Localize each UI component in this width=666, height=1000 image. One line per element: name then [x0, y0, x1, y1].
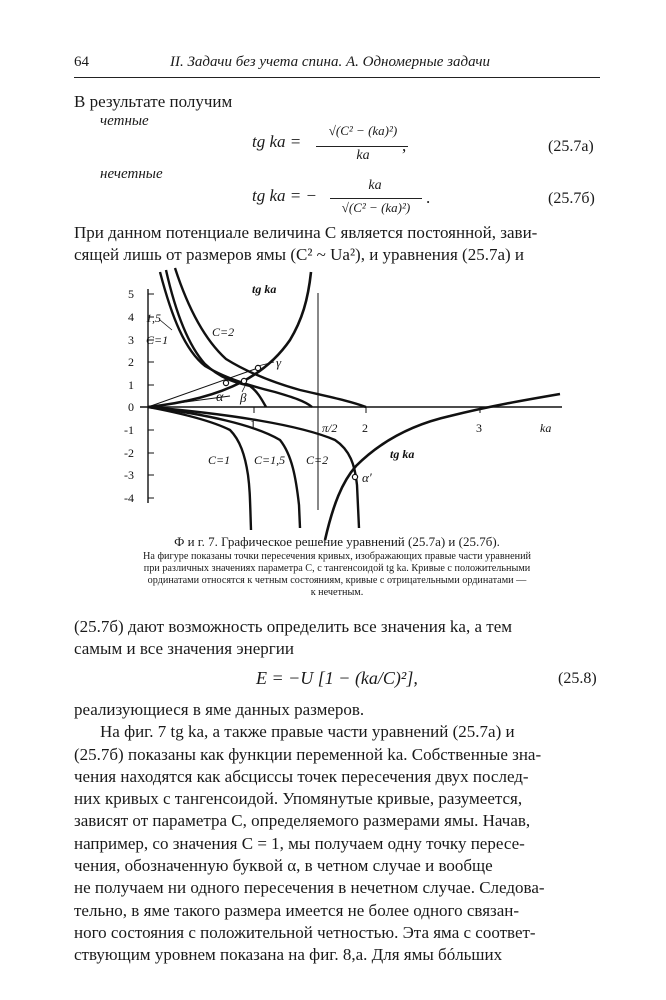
y-tick-label: 1 — [128, 378, 134, 392]
paragraph-3-line: них кривых с тангенсоидой. Упомянутые кривые, разумеется, — [74, 789, 523, 809]
x-ticks — [254, 407, 480, 413]
x-tick-labels — [322, 421, 551, 435]
odd-label: нечетные — [100, 166, 163, 182]
eq-b-numerator: ka — [368, 178, 382, 193]
eq-a-numerator: √(C² − (ka)²) — [328, 123, 398, 138]
eq-a-number: (25.7а) — [548, 138, 594, 155]
paragraph-3-line: зависят от параметра C, определяемого размерами ямы. Начав, — [74, 811, 531, 831]
y-tick-label: -1 — [124, 423, 134, 437]
caption-line: ординатами относятся к четным состояниям, кривые с отрицательными ординатами — — [147, 575, 527, 586]
equation-25-8: E = −U [1 − (ka/C)²], — [256, 668, 418, 688]
y-tick-label: 2 — [128, 355, 134, 369]
c15-label-top: 1,5 — [146, 311, 161, 325]
eq-a-denominator: ka — [356, 148, 370, 163]
paragraph-3-line: ствующим уровнем показана на фиг. 8,a. Для ямы бóльших — [74, 945, 503, 965]
eq-b-lhs: tg ka = − — [252, 186, 317, 205]
x-tick-label: π/2 — [322, 421, 338, 435]
paragraph-3-line: не получаем ни одного пересечения в нечетном случае. Следова- — [74, 878, 545, 898]
eq-b-denominator: √(C² − (ka)²) — [341, 200, 411, 215]
x-tick-label: 3 — [476, 421, 482, 435]
alpha-point — [223, 380, 228, 385]
c15-label-bottom: C=1,5 — [254, 453, 286, 467]
c2-label-bottom: C=2 — [306, 453, 329, 467]
paragraph-2-line: (25.7б) дают возможность определить все значения ka, а тем — [74, 617, 512, 636]
x-tick-label: 2 — [362, 421, 368, 435]
y-tick-label: 5 — [128, 287, 134, 301]
y-tick-label: 0 — [128, 400, 134, 414]
even-label: четные — [100, 113, 149, 129]
tan-label-top: tg ka — [252, 282, 277, 296]
paragraph-3-line: (25.7б) показаны как функции переменной ka. Собственные зна- — [74, 744, 542, 764]
eq-b-trail: . — [426, 188, 431, 207]
eq-a-lhs: tg ka = — [252, 132, 302, 151]
paragraph-1-line: При данном потенциале величина C является постоянной, зави- — [74, 223, 538, 242]
figure-caption-body — [74, 551, 600, 599]
paragraph-3 — [74, 699, 602, 967]
intro-text: В результате получим — [74, 92, 233, 111]
paragraph-3-line: тельно, в яме такого размера имеется не более одного связан- — [74, 900, 520, 920]
x-tick-label: ka — [540, 421, 552, 435]
c2-label-top: C=2 — [212, 325, 235, 339]
eq-b-number: (25.7б) — [548, 190, 595, 207]
paragraph-3-line: ного состояния с положительной четностью. Эта яма с соответ- — [74, 922, 536, 942]
y-tick-label: 3 — [128, 333, 134, 347]
eq-a-trail: , — [402, 136, 407, 155]
tan-curve-branch-2 — [325, 394, 560, 540]
page-number: 64 — [74, 54, 89, 70]
paragraph-2-line: самым и все значения энергии — [74, 639, 294, 659]
beta-point — [241, 378, 246, 383]
alpha-label: α — [216, 390, 224, 405]
alpha-prime-point — [352, 474, 357, 479]
gamma-point — [255, 365, 260, 370]
paragraph-2 — [74, 616, 602, 661]
eq-c-number: (25.8) — [558, 670, 597, 687]
tan-label-bottom: tg ka — [390, 447, 415, 461]
caption-line: На фигуре показаны точки пересечения кривых, изображающих правые части уравнений — [143, 551, 531, 562]
figure-caption-title: Ф и г. 7. Графическое решение уравнений (25.7а) и (25.7б). — [174, 534, 500, 549]
y-tick-label: -4 — [124, 491, 134, 505]
paragraph-3-line: На фиг. 7 tg ka, а также правые части уравнений (25.7а) и — [100, 722, 515, 742]
odd-curve-c15 — [148, 407, 300, 528]
caption-line: к нечетным. — [310, 587, 364, 598]
c1-label-top: C=1 — [146, 333, 169, 347]
paragraph-3-line: реализующиеся в яме данных размеров. — [74, 700, 365, 719]
y-tick-label: -2 — [124, 446, 134, 460]
y-tick-label: 4 — [128, 310, 134, 324]
y-tick-labels — [124, 287, 134, 505]
running-title: II. Задачи без учета спина. А. Одномерные задачи — [170, 54, 491, 70]
beta-label: β — [240, 390, 247, 405]
y-tick-label: -3 — [124, 468, 134, 482]
paragraph-1-line: сящей лишь от размеров ямы (C² ~ Ua²), и уравнения (25.7а) и — [74, 245, 524, 265]
one-mark-label: 1 — [250, 417, 256, 431]
odd-curve-c1 — [148, 407, 251, 530]
gamma-label: γ — [276, 355, 282, 370]
paragraph-3-line: например, со значения C = 1, мы получаем одну точку пересе- — [74, 833, 525, 853]
c15-pointer — [160, 320, 172, 330]
paragraph-3-line: чения находятся как абсциссы точек пересечения двух послед- — [74, 766, 529, 786]
caption-line: при различных значениях параметра C, с тангенсоидой tg ka. Кривые с положительными — [143, 563, 531, 574]
paragraph-3-line: чения, обозначенную буквой α, в четном случае и вообще — [74, 856, 493, 876]
alpha-prime-label: α′ — [362, 470, 372, 485]
c1-label-bottom: C=1 — [208, 453, 231, 467]
